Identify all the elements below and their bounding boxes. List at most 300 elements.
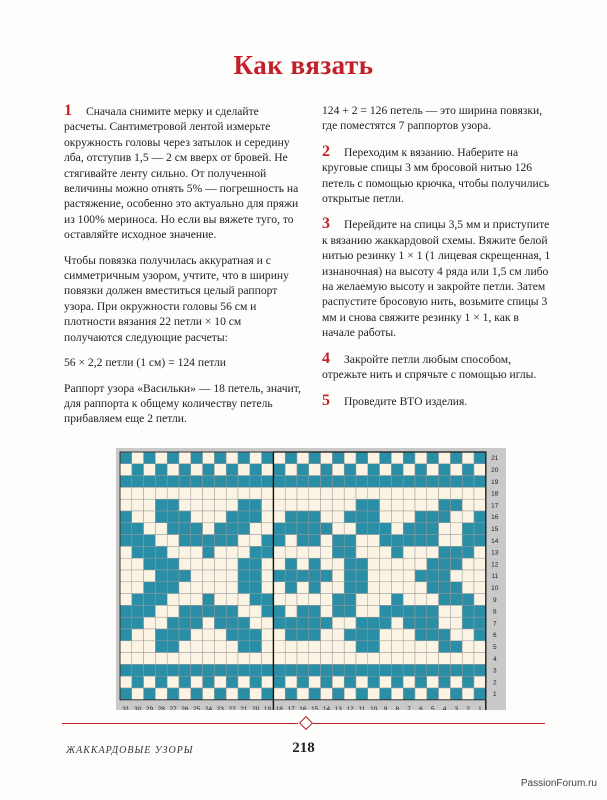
chart-cell-empty [203, 558, 215, 570]
chart-cell-filled [226, 629, 238, 641]
chart-cell-empty [439, 452, 451, 464]
chart-cell-filled [474, 629, 486, 641]
chart-cell-empty [403, 464, 415, 476]
chart-cell-filled [297, 464, 309, 476]
chart-cell-filled [203, 605, 215, 617]
chart-cell-filled [439, 582, 451, 594]
chart-cell-empty [450, 511, 462, 523]
chart-cell-empty [332, 641, 344, 653]
chart-cell-empty [214, 570, 226, 582]
chart-cell-empty [380, 487, 392, 499]
chart-cell-filled [439, 499, 451, 511]
chart-cell-filled [368, 499, 380, 511]
chart-cell-empty [380, 594, 392, 606]
chart-cell-filled [262, 605, 274, 617]
chart-cell-empty [132, 641, 144, 653]
column-label: 25 [193, 705, 201, 710]
chart-cell-filled [391, 476, 403, 488]
chart-cell-empty [450, 629, 462, 641]
chart-cell-empty [332, 523, 344, 535]
chart-cell-filled [226, 476, 238, 488]
chart-cell-filled [179, 535, 191, 547]
chart-cell-filled [380, 535, 392, 547]
chart-cell-empty [179, 653, 191, 665]
chart-cell-empty [132, 629, 144, 641]
chart-cell-empty [403, 558, 415, 570]
chart-cell-empty [297, 688, 309, 700]
chart-cell-empty [462, 511, 474, 523]
chart-cell-filled [285, 664, 297, 676]
chart-cell-filled [191, 535, 203, 547]
chart-cell-empty [356, 464, 368, 476]
chart-cell-empty [332, 511, 344, 523]
chart-cell-filled [191, 452, 203, 464]
chart-cell-filled [450, 476, 462, 488]
step-number: 1 [64, 102, 72, 119]
chart-cell-filled [144, 594, 156, 606]
chart-cell-filled [309, 535, 321, 547]
column-label: 6 [419, 705, 423, 710]
chart-cell-filled [450, 452, 462, 464]
chart-cell-filled [332, 476, 344, 488]
step-4-paragraph: 4 Закройте петли любым способом, отрежьте нить и спрячьте с помощью иглы. [322, 349, 537, 382]
chart-cell-empty [427, 653, 439, 665]
chart-cell-empty [297, 499, 309, 511]
chart-cell-empty [427, 546, 439, 558]
chart-cell-empty [439, 653, 451, 665]
chart-cell-empty [344, 452, 356, 464]
chart-cell-empty [321, 605, 333, 617]
chart-cell-filled [332, 688, 344, 700]
chart-cell-filled [391, 594, 403, 606]
chart-cell-filled [238, 664, 250, 676]
chart-cell-empty [332, 676, 344, 688]
chart-cell-filled [462, 617, 474, 629]
chart-cell-empty [462, 629, 474, 641]
chart-cell-filled [344, 570, 356, 582]
chart-cell-filled [214, 617, 226, 629]
chart-cell-filled [179, 511, 191, 523]
chart-cell-filled [120, 617, 132, 629]
chart-cell-empty [132, 487, 144, 499]
chart-cell-empty [179, 452, 191, 464]
chart-cell-empty [179, 558, 191, 570]
chart-cell-filled [344, 546, 356, 558]
chart-cell-empty [191, 570, 203, 582]
chart-cell-empty [226, 452, 238, 464]
row-label: 9 [492, 596, 497, 604]
chart-cell-filled [415, 617, 427, 629]
chart-cell-filled [120, 452, 132, 464]
chart-cell-empty [391, 523, 403, 535]
row-label: 8 [492, 608, 497, 616]
chart-cell-filled [250, 629, 262, 641]
chart-cell-empty [214, 594, 226, 606]
chart-cell-empty [214, 558, 226, 570]
chart-cell-empty [191, 653, 203, 665]
chart-cell-filled [309, 476, 321, 488]
paragraph: 124 + 2 = 126 петель — это ширина повязки, где поместятся 7 раппортов узора. [322, 104, 543, 133]
chart-cell-empty [120, 641, 132, 653]
column-label: 24 [204, 705, 213, 710]
chart-cell-filled [380, 476, 392, 488]
chart-cell-filled [450, 582, 462, 594]
chart-cell-empty [450, 617, 462, 629]
column-label: 28 [157, 705, 165, 710]
chart-cell-filled [226, 523, 238, 535]
chart-cell-empty [191, 629, 203, 641]
chart-cell-filled [226, 664, 238, 676]
chart-cell-filled [403, 664, 415, 676]
chart-cell-filled [309, 664, 321, 676]
chart-cell-filled [439, 464, 451, 476]
chart-cell-filled [391, 605, 403, 617]
chart-cell-empty [462, 653, 474, 665]
chart-cell-filled [144, 476, 156, 488]
chart-cell-empty [403, 676, 415, 688]
chart-cell-empty [214, 546, 226, 558]
chart-cell-empty [321, 629, 333, 641]
chart-cell-filled [191, 476, 203, 488]
chart-cell-empty [321, 594, 333, 606]
chart-cell-filled [167, 688, 179, 700]
chart-cell-empty [273, 452, 285, 464]
chart-cell-filled [179, 629, 191, 641]
chart-cell-filled [380, 452, 392, 464]
chart-cell-filled [415, 664, 427, 676]
chart-cell-filled [167, 558, 179, 570]
chart-cell-filled [167, 499, 179, 511]
chart-cell-empty [167, 594, 179, 606]
chart-cell-empty [415, 594, 427, 606]
chart-cell-filled [332, 594, 344, 606]
chart-cell-empty [403, 641, 415, 653]
column-label: 5 [430, 705, 435, 710]
chart-cell-filled [462, 546, 474, 558]
chart-cell-empty [415, 499, 427, 511]
chart-cell-filled [238, 582, 250, 594]
chart-cell-filled [132, 546, 144, 558]
chart-cell-empty [155, 617, 167, 629]
chart-cell-filled [262, 688, 274, 700]
chart-cell-filled [273, 664, 285, 676]
chart-cell-filled [321, 476, 333, 488]
chart-cell-filled [238, 523, 250, 535]
chart-cell-empty [462, 452, 474, 464]
chart-cell-empty [191, 558, 203, 570]
column-label: 27 [169, 705, 177, 710]
step-2-paragraph: 2 Переходим к вязанию. Наберите на круговые спицы 3 мм бросовой нитью 126 петель с помощью крючка, чтобы получились открытые петли. [322, 142, 550, 206]
chart-cell-filled [427, 582, 439, 594]
chart-cell-empty [332, 499, 344, 511]
chart-cell-empty [273, 546, 285, 558]
chart-cell-filled [120, 605, 132, 617]
chart-cell-empty [226, 558, 238, 570]
chart-cell-empty [285, 546, 297, 558]
chart-cell-filled [344, 558, 356, 570]
section-label: ЖАККАРДОВЫЕ УЗОРЫ [66, 745, 194, 756]
chart-cell-empty [391, 629, 403, 641]
chart-cell-filled [167, 476, 179, 488]
step-5-paragraph: 5 Проведите ВТО изделия. [322, 391, 468, 409]
chart-cell-filled [155, 558, 167, 570]
chart-cell-filled [238, 617, 250, 629]
chart-cell-empty [262, 653, 274, 665]
watermark: PassionForum.ru [520, 778, 597, 789]
chart-cell-empty [262, 523, 274, 535]
chart-cell-filled [356, 511, 368, 523]
chart-cell-filled [214, 664, 226, 676]
chart-cell-filled [321, 570, 333, 582]
chart-cell-filled [155, 511, 167, 523]
jacquard-chart-svg [116, 448, 506, 710]
chart-cell-empty [391, 653, 403, 665]
chart-cell-empty [273, 641, 285, 653]
page-title: Как вязать [233, 50, 374, 80]
chart-cell-filled [167, 582, 179, 594]
row-label: 2 [492, 679, 497, 687]
chart-cell-empty [120, 570, 132, 582]
chart-cell-filled [132, 523, 144, 535]
column-label: 29 [145, 705, 154, 710]
chart-cell-empty [450, 570, 462, 582]
chart-cell-filled [450, 499, 462, 511]
chart-cell-empty [238, 535, 250, 547]
chart-cell-empty [403, 546, 415, 558]
chart-cell-filled [250, 676, 262, 688]
chart-cell-empty [250, 487, 262, 499]
chart-cell-empty [474, 641, 486, 653]
chart-cell-empty [285, 464, 297, 476]
chart-cell-filled [155, 664, 167, 676]
column-label: 20 [252, 705, 260, 710]
chart-cell-empty [262, 558, 274, 570]
row-label: 11 [491, 573, 499, 581]
chart-cell-filled [250, 499, 262, 511]
chart-cell-empty [391, 617, 403, 629]
chart-cell-empty [403, 582, 415, 594]
chart-cell-empty [380, 511, 392, 523]
chart-cell-empty [226, 546, 238, 558]
chart-cell-empty [120, 594, 132, 606]
chart-cell-empty [144, 653, 156, 665]
chart-cell-empty [226, 594, 238, 606]
chart-cell-empty [391, 487, 403, 499]
chart-cell-filled [427, 535, 439, 547]
chart-cell-filled [167, 511, 179, 523]
chart-cell-empty [462, 499, 474, 511]
chart-cell-empty [167, 653, 179, 665]
chart-cell-filled [344, 582, 356, 594]
step-number: 4 [322, 349, 330, 367]
chart-cell-filled [427, 452, 439, 464]
chart-cell-empty [203, 452, 215, 464]
chart-cell-empty [321, 641, 333, 653]
step-number: 2 [322, 142, 330, 160]
chart-cell-filled [155, 641, 167, 653]
chart-cell-empty [403, 629, 415, 641]
chart-cell-empty [203, 653, 215, 665]
chart-cell-empty [368, 570, 380, 582]
chart-cell-empty [297, 641, 309, 653]
chart-cell-filled [462, 594, 474, 606]
row-label: 1 [492, 691, 497, 699]
chart-cell-empty [191, 582, 203, 594]
chart-cell-empty [380, 676, 392, 688]
chart-cell-filled [191, 605, 203, 617]
chart-cell-empty [415, 582, 427, 594]
chart-cell-filled [356, 570, 368, 582]
chart-cell-empty [403, 499, 415, 511]
chart-cell-empty [226, 582, 238, 594]
chart-cell-filled [155, 476, 167, 488]
chart-cell-empty [321, 653, 333, 665]
chart-cell-empty [285, 641, 297, 653]
chart-cell-filled [415, 629, 427, 641]
chart-cell-empty [214, 676, 226, 688]
chart-cell-empty [309, 653, 321, 665]
chart-cell-empty [226, 570, 238, 582]
chart-cell-empty [368, 653, 380, 665]
chart-cell-filled [214, 476, 226, 488]
chart-cell-filled [120, 664, 132, 676]
chart-cell-empty [391, 641, 403, 653]
column-label: 8 [395, 705, 400, 710]
chart-cell-empty [285, 605, 297, 617]
column-label: 9 [383, 705, 388, 710]
chart-cell-filled [238, 629, 250, 641]
chart-cell-filled [462, 676, 474, 688]
chart-cell-filled [167, 629, 179, 641]
chart-cell-empty [356, 676, 368, 688]
chart-cell-filled [273, 464, 285, 476]
chart-cell-empty [214, 629, 226, 641]
chart-cell-empty [167, 487, 179, 499]
row-label: 16 [491, 514, 499, 522]
chart-cell-empty [262, 487, 274, 499]
chart-cell-filled [321, 664, 333, 676]
row-label: 5 [492, 644, 497, 651]
chart-cell-empty [415, 487, 427, 499]
chart-cell-filled [273, 570, 285, 582]
chart-cell-empty [120, 558, 132, 570]
chart-cell-empty [132, 452, 144, 464]
chart-cell-filled [179, 664, 191, 676]
chart-cell-filled [309, 511, 321, 523]
chart-cell-filled [427, 558, 439, 570]
step-1-paragraph: 1 Сначала снимите мерку и сделайте расчеты. Сантиметровой лентой измерьте окружность головы через затылок и середину лба, отступив 1,5 — 2 см вверх от бровей. Не стягивайте ленту сильно. От полученной величины можно отнять 5% — погрешность на растяжение, особенно это актуально для пряжи из 100% мериноса. Но если вы вяжете туго, то оставляйте исходное значение. [64, 102, 299, 242]
chart-cell-empty [344, 617, 356, 629]
chart-cell-filled [285, 617, 297, 629]
chart-cell-filled [462, 464, 474, 476]
chart-cell-empty [380, 582, 392, 594]
chart-cell-empty [155, 487, 167, 499]
chart-cell-empty [450, 653, 462, 665]
chart-cell-empty [214, 487, 226, 499]
chart-cell-filled [120, 629, 132, 641]
chart-cell-filled [474, 688, 486, 700]
chart-cell-empty [297, 487, 309, 499]
chart-cell-filled [356, 664, 368, 676]
chart-cell-filled [415, 523, 427, 535]
chart-cell-empty [380, 464, 392, 476]
chart-cell-filled [226, 464, 238, 476]
chart-cell-filled [214, 523, 226, 535]
chart-cell-empty [309, 487, 321, 499]
paragraph: Чтобы повязка получилась аккуратная и с симметричным узором, учтите, что в ширину повязки должен вместиться целый раппорт узора. При окружности головы 56 см и плотности вязания 22 петли × 10 см получаются следующие расчеты: [64, 253, 289, 344]
page-number: 218 [292, 740, 315, 756]
chart-cell-empty [332, 617, 344, 629]
chart-cell-filled [285, 688, 297, 700]
chart-cell-empty [226, 653, 238, 665]
chart-cell-filled [144, 558, 156, 570]
chart-cell-empty [332, 464, 344, 476]
chart-cell-empty [144, 487, 156, 499]
chart-cell-filled [403, 523, 415, 535]
column-label: 13 [334, 705, 342, 710]
chart-cell-filled [132, 617, 144, 629]
chart-cell-empty [250, 535, 262, 547]
chart-cell-empty [191, 546, 203, 558]
chart-cell-filled [462, 476, 474, 488]
chart-cell-empty [144, 629, 156, 641]
column-label: 12 [346, 705, 354, 710]
chart-cell-empty [167, 605, 179, 617]
chart-cell-empty [179, 688, 191, 700]
chart-cell-filled [309, 452, 321, 464]
chart-cell-filled [380, 664, 392, 676]
chart-cell-filled [214, 535, 226, 547]
column-label: 17 [287, 705, 295, 710]
chart-cell-empty [132, 688, 144, 700]
chart-cell-empty [191, 499, 203, 511]
chart-cell-filled [238, 476, 250, 488]
chart-cell-filled [167, 617, 179, 629]
chart-cell-empty [203, 511, 215, 523]
chart-cell-filled [285, 582, 297, 594]
chart-cell-filled [474, 605, 486, 617]
chart-cell-empty [297, 594, 309, 606]
chart-cell-filled [191, 664, 203, 676]
column-label: 10 [370, 705, 378, 710]
chart-cell-filled [332, 452, 344, 464]
chart-cell-filled [356, 688, 368, 700]
chart-cell-filled [415, 535, 427, 547]
chart-cell-empty [403, 594, 415, 606]
chart-cell-empty [167, 535, 179, 547]
chart-cell-empty [273, 688, 285, 700]
chart-cell-empty [297, 452, 309, 464]
chart-cell-empty [439, 535, 451, 547]
chart-cell-filled [297, 535, 309, 547]
chart-cell-empty [344, 487, 356, 499]
chart-cell-empty [344, 523, 356, 535]
chart-cell-empty [380, 629, 392, 641]
chart-cell-empty [368, 558, 380, 570]
chart-cell-filled [297, 676, 309, 688]
chart-cell-filled [250, 594, 262, 606]
chart-cell-empty [262, 464, 274, 476]
chart-cell-empty [167, 676, 179, 688]
chart-cell-empty [450, 464, 462, 476]
chart-cell-empty [391, 688, 403, 700]
chart-cell-filled [120, 688, 132, 700]
chart-cell-empty [132, 653, 144, 665]
chart-cell-filled [356, 499, 368, 511]
chart-cell-empty [179, 594, 191, 606]
chart-cell-filled [356, 558, 368, 570]
chart-cell-empty [391, 452, 403, 464]
